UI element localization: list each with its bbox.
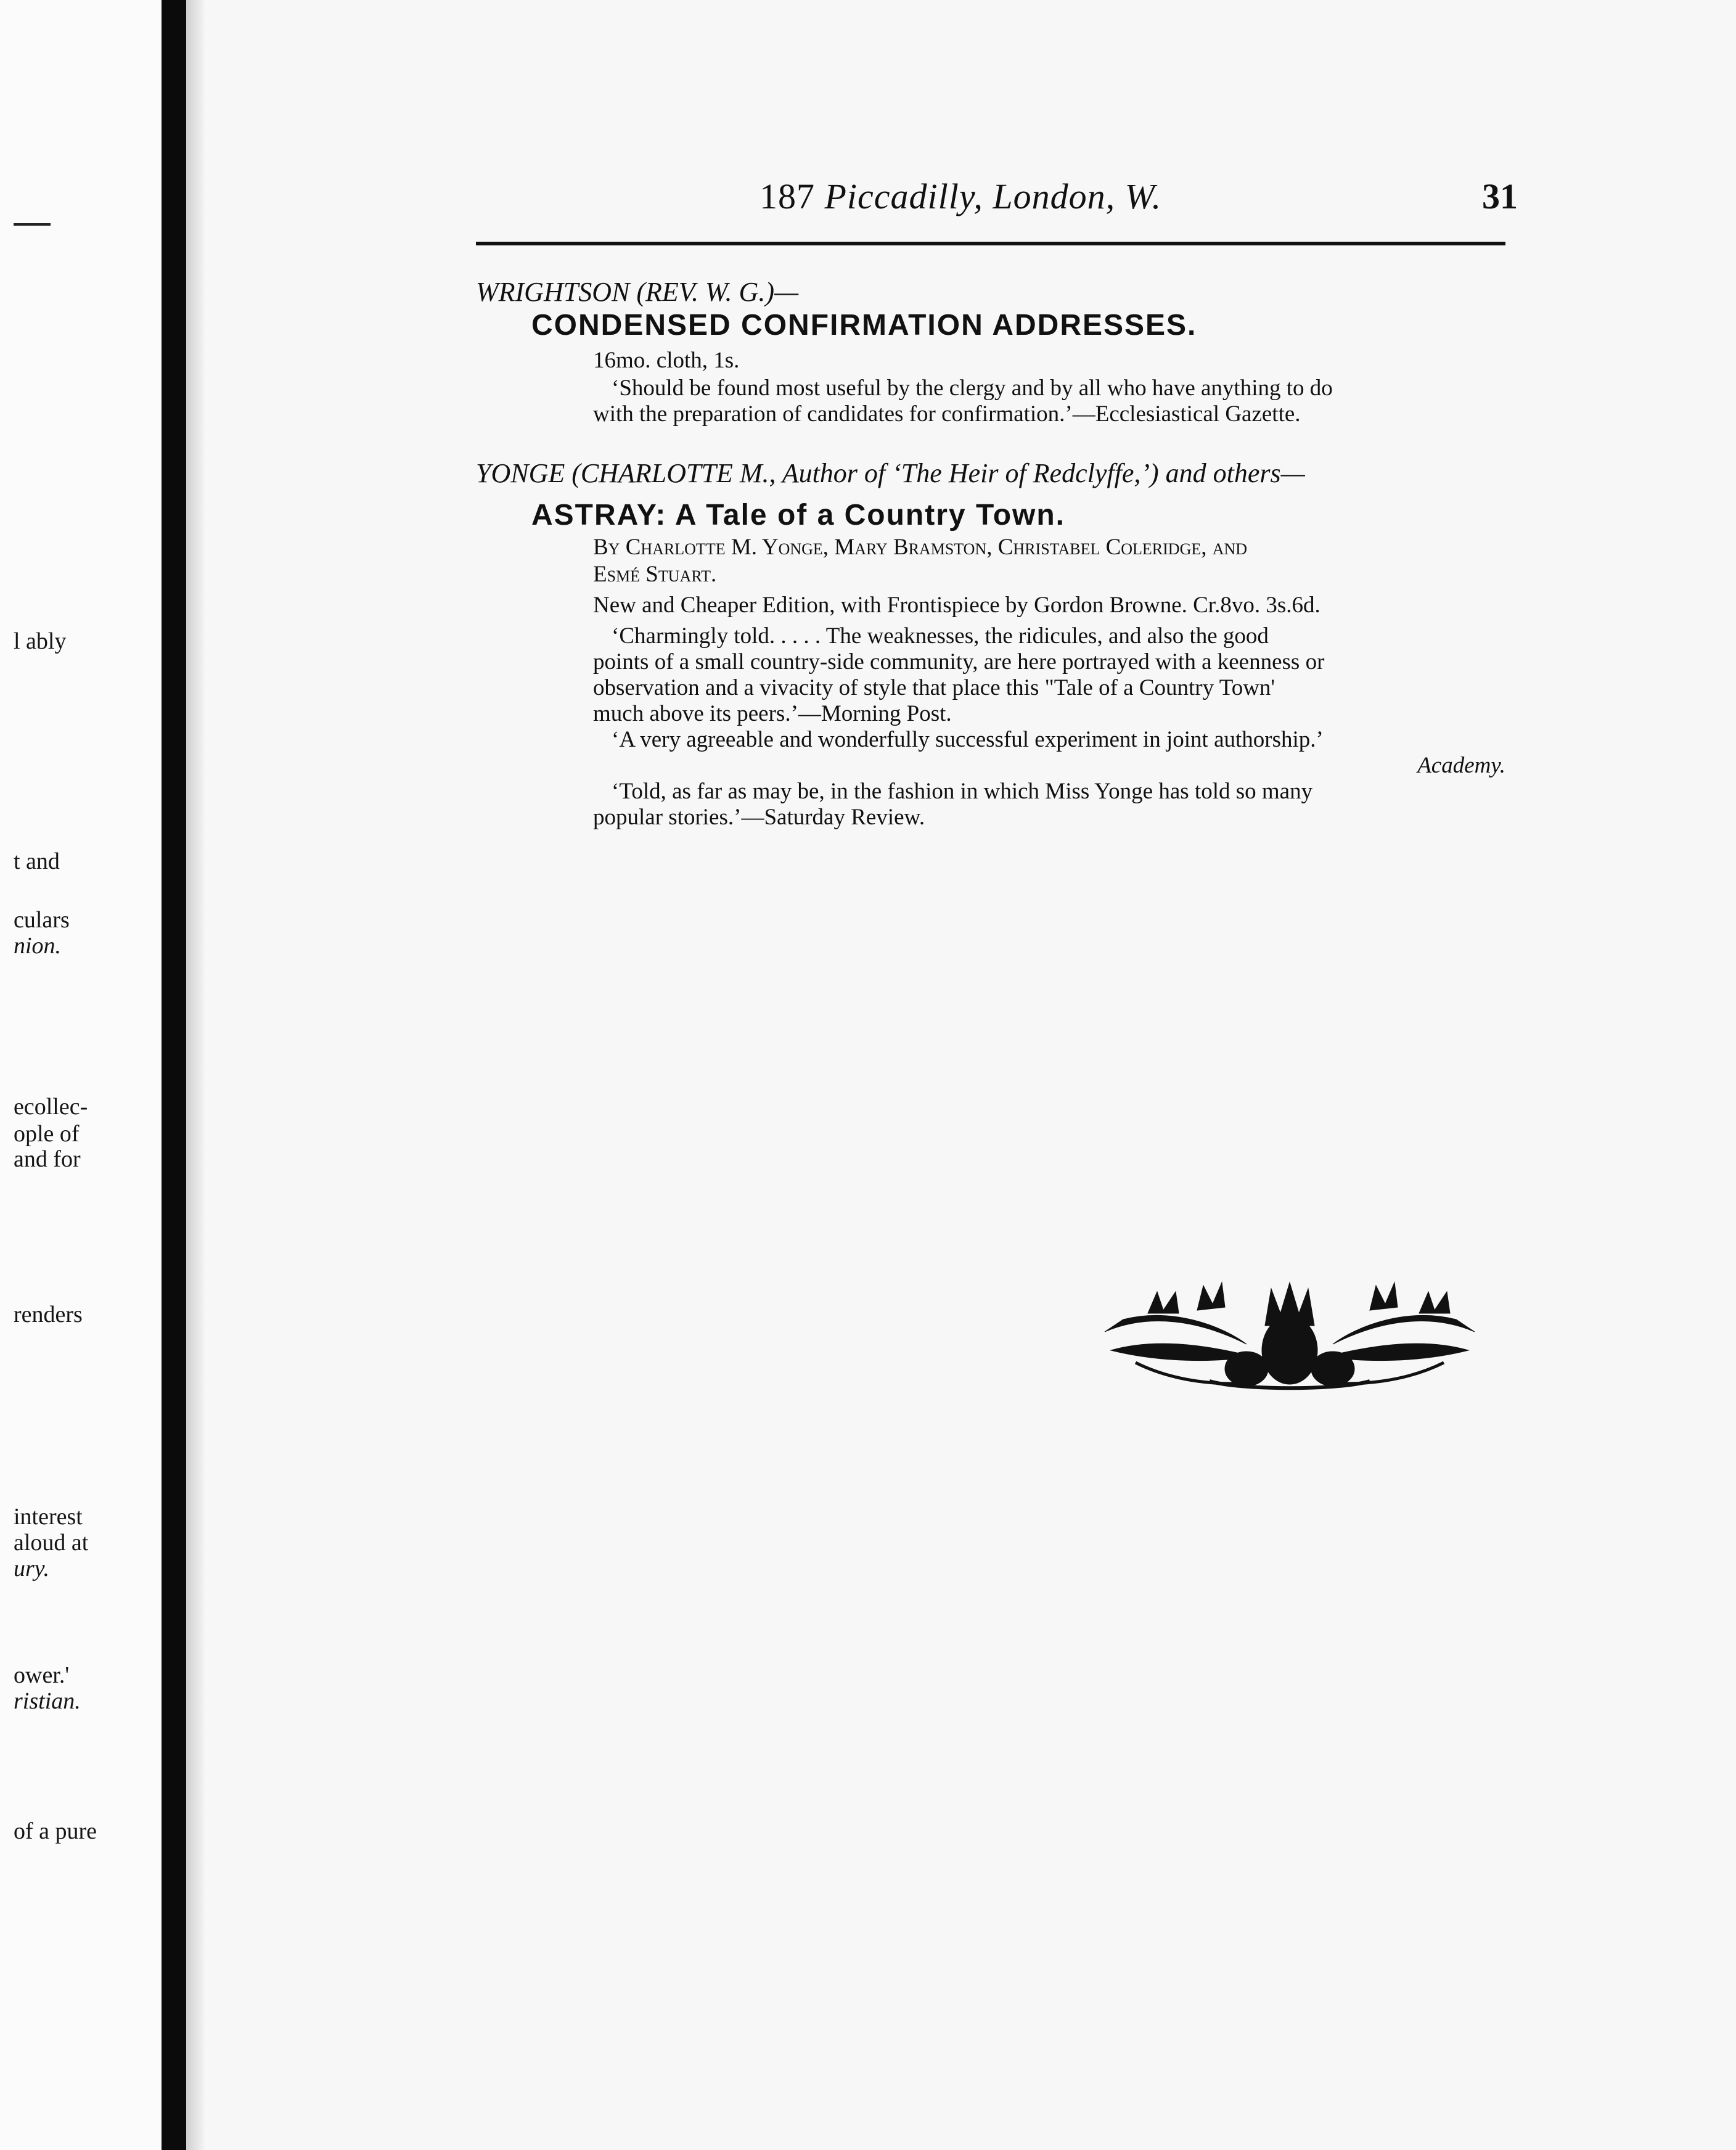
left-fragment: ople of — [14, 1121, 80, 1147]
entry-author: WRIGHTSON (REV. W. G.)— — [476, 277, 799, 307]
entry-byline: Esmé Stuart. — [593, 562, 717, 587]
book-gutter — [162, 0, 186, 2150]
left-fragment: t and — [14, 848, 60, 874]
review-line: much above its peers.’—Morning Post. — [593, 701, 952, 726]
left-fragment: ury. — [14, 1556, 50, 1582]
page-number: 31 — [1482, 176, 1518, 216]
entry-title: ASTRAY: A Tale of a Country Town. — [531, 499, 1066, 531]
left-fragment: nion. — [14, 933, 62, 959]
adjacent-page-strip — [0, 0, 162, 2150]
entry-edition: New and Cheaper Edition, with Frontispiece by Gordon Browne. Cr.8vo. 3s.6d. — [593, 593, 1320, 618]
thistle-ornament-icon — [1099, 1276, 1481, 1400]
left-fragment: interest — [14, 1504, 83, 1530]
entry-format: 16mo. cloth, 1s. — [593, 348, 740, 373]
left-fragment: of a pure — [14, 1818, 97, 1844]
left-page-rule — [14, 223, 51, 226]
left-fragment: renders — [14, 1302, 83, 1327]
running-head — [476, 176, 1518, 225]
left-fragment: aloud at — [14, 1530, 89, 1556]
entry-byline: By Charlotte M. Yonge, Mary Bramston, Christabel Coleridge, and — [593, 535, 1248, 560]
address-street: Piccadilly, London, W. — [824, 176, 1162, 216]
review-line: ‘Should be found most useful by the clergy and by all who have anything to do — [612, 375, 1333, 401]
left-fragment: l ably — [14, 628, 67, 654]
review-source: Academy. — [1417, 753, 1505, 778]
header-rule — [476, 242, 1505, 245]
left-fragment: ower.' — [14, 1662, 70, 1688]
address-number: 187 — [760, 176, 815, 216]
gutter-shadow — [186, 0, 205, 2150]
publisher-address — [760, 176, 1161, 217]
review-line: popular stories.’—Saturday Review. — [593, 805, 925, 830]
left-fragment: culars — [14, 907, 70, 933]
review-line: points of a small country-side community, are here portrayed with a keenness or — [593, 649, 1325, 675]
entry-title: CONDENSED CONFIRMATION ADDRESSES. — [531, 309, 1197, 342]
review-line: ‘Charmingly told. . . . . The weaknesses, the ridicules, and also the good — [612, 623, 1269, 649]
left-fragment: ristian. — [14, 1688, 81, 1714]
left-fragment: ecollec- — [14, 1094, 88, 1120]
review-line: with the preparation of candidates for confirmation.’—Ecclesiastical Gazette. — [593, 401, 1301, 427]
left-fragment: and for — [14, 1146, 81, 1172]
review-line: ‘Told, as far as may be, in the fashion in which Miss Yonge has told so many — [612, 779, 1313, 804]
catalogue-page — [205, 0, 1736, 2150]
review-line: ‘A very agreeable and wonderfully successful experiment in joint authorship.’ — [612, 727, 1324, 752]
review-line: observation and a vivacity of style that place this "Tale of a Country Town' — [593, 675, 1275, 700]
entry-author: YONGE (CHARLOTTE M., Author of ‘The Heir of Redclyffe,’) and others— — [476, 458, 1305, 488]
